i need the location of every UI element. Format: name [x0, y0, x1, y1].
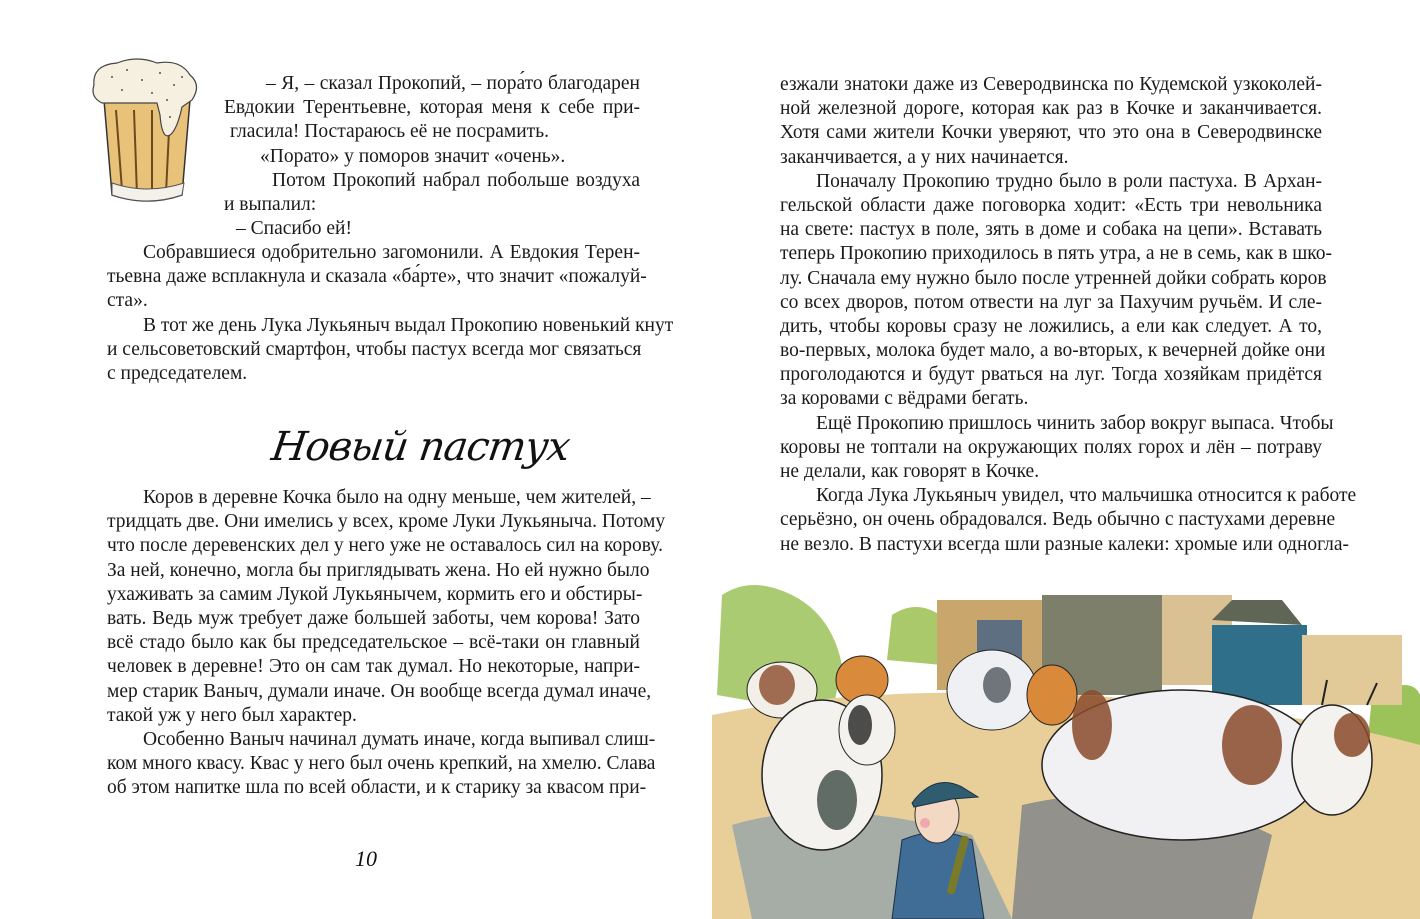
text-line: об этом напитке шла по всей области, и к старику за квасом при-: [107, 777, 647, 799]
text-line: человек в деревне! Это он сам так думал. Но некоторые, напри-: [107, 656, 640, 678]
text-line: что после деревенских дел у него уже не оставалось сил на корову.: [107, 535, 663, 557]
text-line: Собравшиеся одобрительно загомонили. А Евдокия Терен-: [143, 242, 640, 263]
text-line: тридцать две. Они имелись у всех, кроме Луки Лукьяныча. Потому: [107, 511, 666, 533]
text-line: с председателем.: [107, 362, 248, 384]
paragraphs-after-title: [107, 486, 666, 800]
text-line: Особенно Ваныч начинал думать иначе, когда выпивал слиш-: [143, 728, 656, 750]
text-line: гласила! Постараюсь её не посрамить.: [230, 121, 549, 143]
text-line: Когда Лука Лукьяныч увидел, что мальчишка относится к работе: [816, 485, 1357, 507]
text-line: В тот же день Лука Лукьяныч выдал Прокопию новенький кнут: [143, 314, 674, 336]
text-line: такой уж у него был характер.: [107, 704, 357, 726]
text-line: серьёзно, он очень обрадовался. Ведь обычно с пастухами деревне: [780, 509, 1336, 531]
text-line: Потом Прокопий набрал побольше воздуха: [272, 169, 640, 191]
text-line: Хотя сами жители Кочки уверяют, что это она в Северодвинске: [780, 122, 1322, 144]
text-line: ста».: [107, 290, 148, 312]
text-line: ком много квасу. Квас у него был очень крепкий, на хмелю. Слава: [107, 753, 656, 775]
text-line: – Я, – сказал Прокопий, – пора́то благодарен: [266, 73, 640, 94]
text-line: теперь Прокопию приходилось в пять утра, а не в семь, как в шко-: [780, 243, 1333, 265]
text-line: мер старик Ваныч, думали иначе. Он вообще всегда думал иначе,: [107, 680, 652, 702]
text-line: езжали знатоки даже из Северодвинска по Кудемской узкоколей-: [780, 74, 1322, 95]
text-line: и сельсоветовский смартфон, чтобы пастух всегда мог связаться: [107, 338, 642, 360]
text-line: проголодаются и будут рваться на луг. Тогда хозяйкам придётся: [780, 364, 1322, 386]
text-line: гельской области даже поговорка ходит: «Есть три невольника: [780, 194, 1322, 216]
text-line: Ещё Прокопию пришлось чинить забор вокруг выпаса. Чтобы: [816, 412, 1334, 434]
right-page-text: [780, 73, 1357, 557]
text-line: Евдокии Терентьевне, которая меня к себе при-: [224, 97, 640, 119]
chapter-title: Новый пастух: [268, 424, 573, 470]
text-line: Коров в деревне Кочка было на одну меньше, чем жителей, –: [143, 487, 651, 508]
text-line: ной железной дороге, которая как раз в Кочке и заканчивается.: [780, 98, 1322, 120]
text-line: коровы не топтали на окружающих полях горох и лён – потраву: [780, 436, 1322, 458]
text-line: ухаживать за самим Лукой Лукьянычем, кормить его и обстиры-: [107, 583, 643, 605]
text-line: на свете: пастух в поле, зять в доме и собака на цепи». Вставать: [780, 219, 1322, 241]
kvas-mug-icon: [82, 55, 212, 210]
text-line: тьевна даже всплакнула и сказала «ба́рте», что значит «пожалуй-: [107, 266, 647, 288]
text-line: за коровами с вёдрами бегать.: [780, 388, 1029, 410]
text-line: и выпалил:: [224, 193, 317, 215]
text-line: не делали, как говорят в Кочке.: [780, 461, 1040, 482]
cows-and-shepherd-boy-illustration: [712, 575, 1420, 919]
text-line: заканчивается, а у них начинается.: [780, 146, 1069, 168]
page-number: 10: [355, 846, 377, 871]
text-line: всё стадо было как бы председательское – всё-таки он главный: [107, 632, 640, 654]
text-line: «Порато» у поморов значит «очень».: [260, 145, 566, 167]
text-line: лу. Сначала ему нужно было после утренней дойки собрать коров: [780, 267, 1327, 289]
text-line: дить, чтобы коровы сразу не ложились, а ели как следует. А то,: [780, 315, 1322, 337]
text-line: Поначалу Прокопию трудно было в роли пастуха. В Архан-: [816, 170, 1322, 192]
text-line: не везло. В пастухи всегда шли разные калеки: хромые или одногла-: [780, 533, 1350, 555]
text-line: – Спасибо ей!: [236, 218, 352, 240]
dialogue-block: [224, 72, 640, 241]
text-line: вать. Ведь муж требует даже большей заботы, чем корова! Зато: [107, 607, 640, 629]
paragraphs-before-title: [107, 241, 674, 386]
text-line: во-первых, молока будет мало, а во-вторых, к вечерней дойке они: [780, 340, 1326, 362]
text-line: со всех дворов, потом отвести на луг за Пахучим ручьём. И сле-: [780, 291, 1322, 313]
text-line: За ней, конечно, могла бы приглядывать жена. Но ей нужно было: [107, 559, 650, 581]
